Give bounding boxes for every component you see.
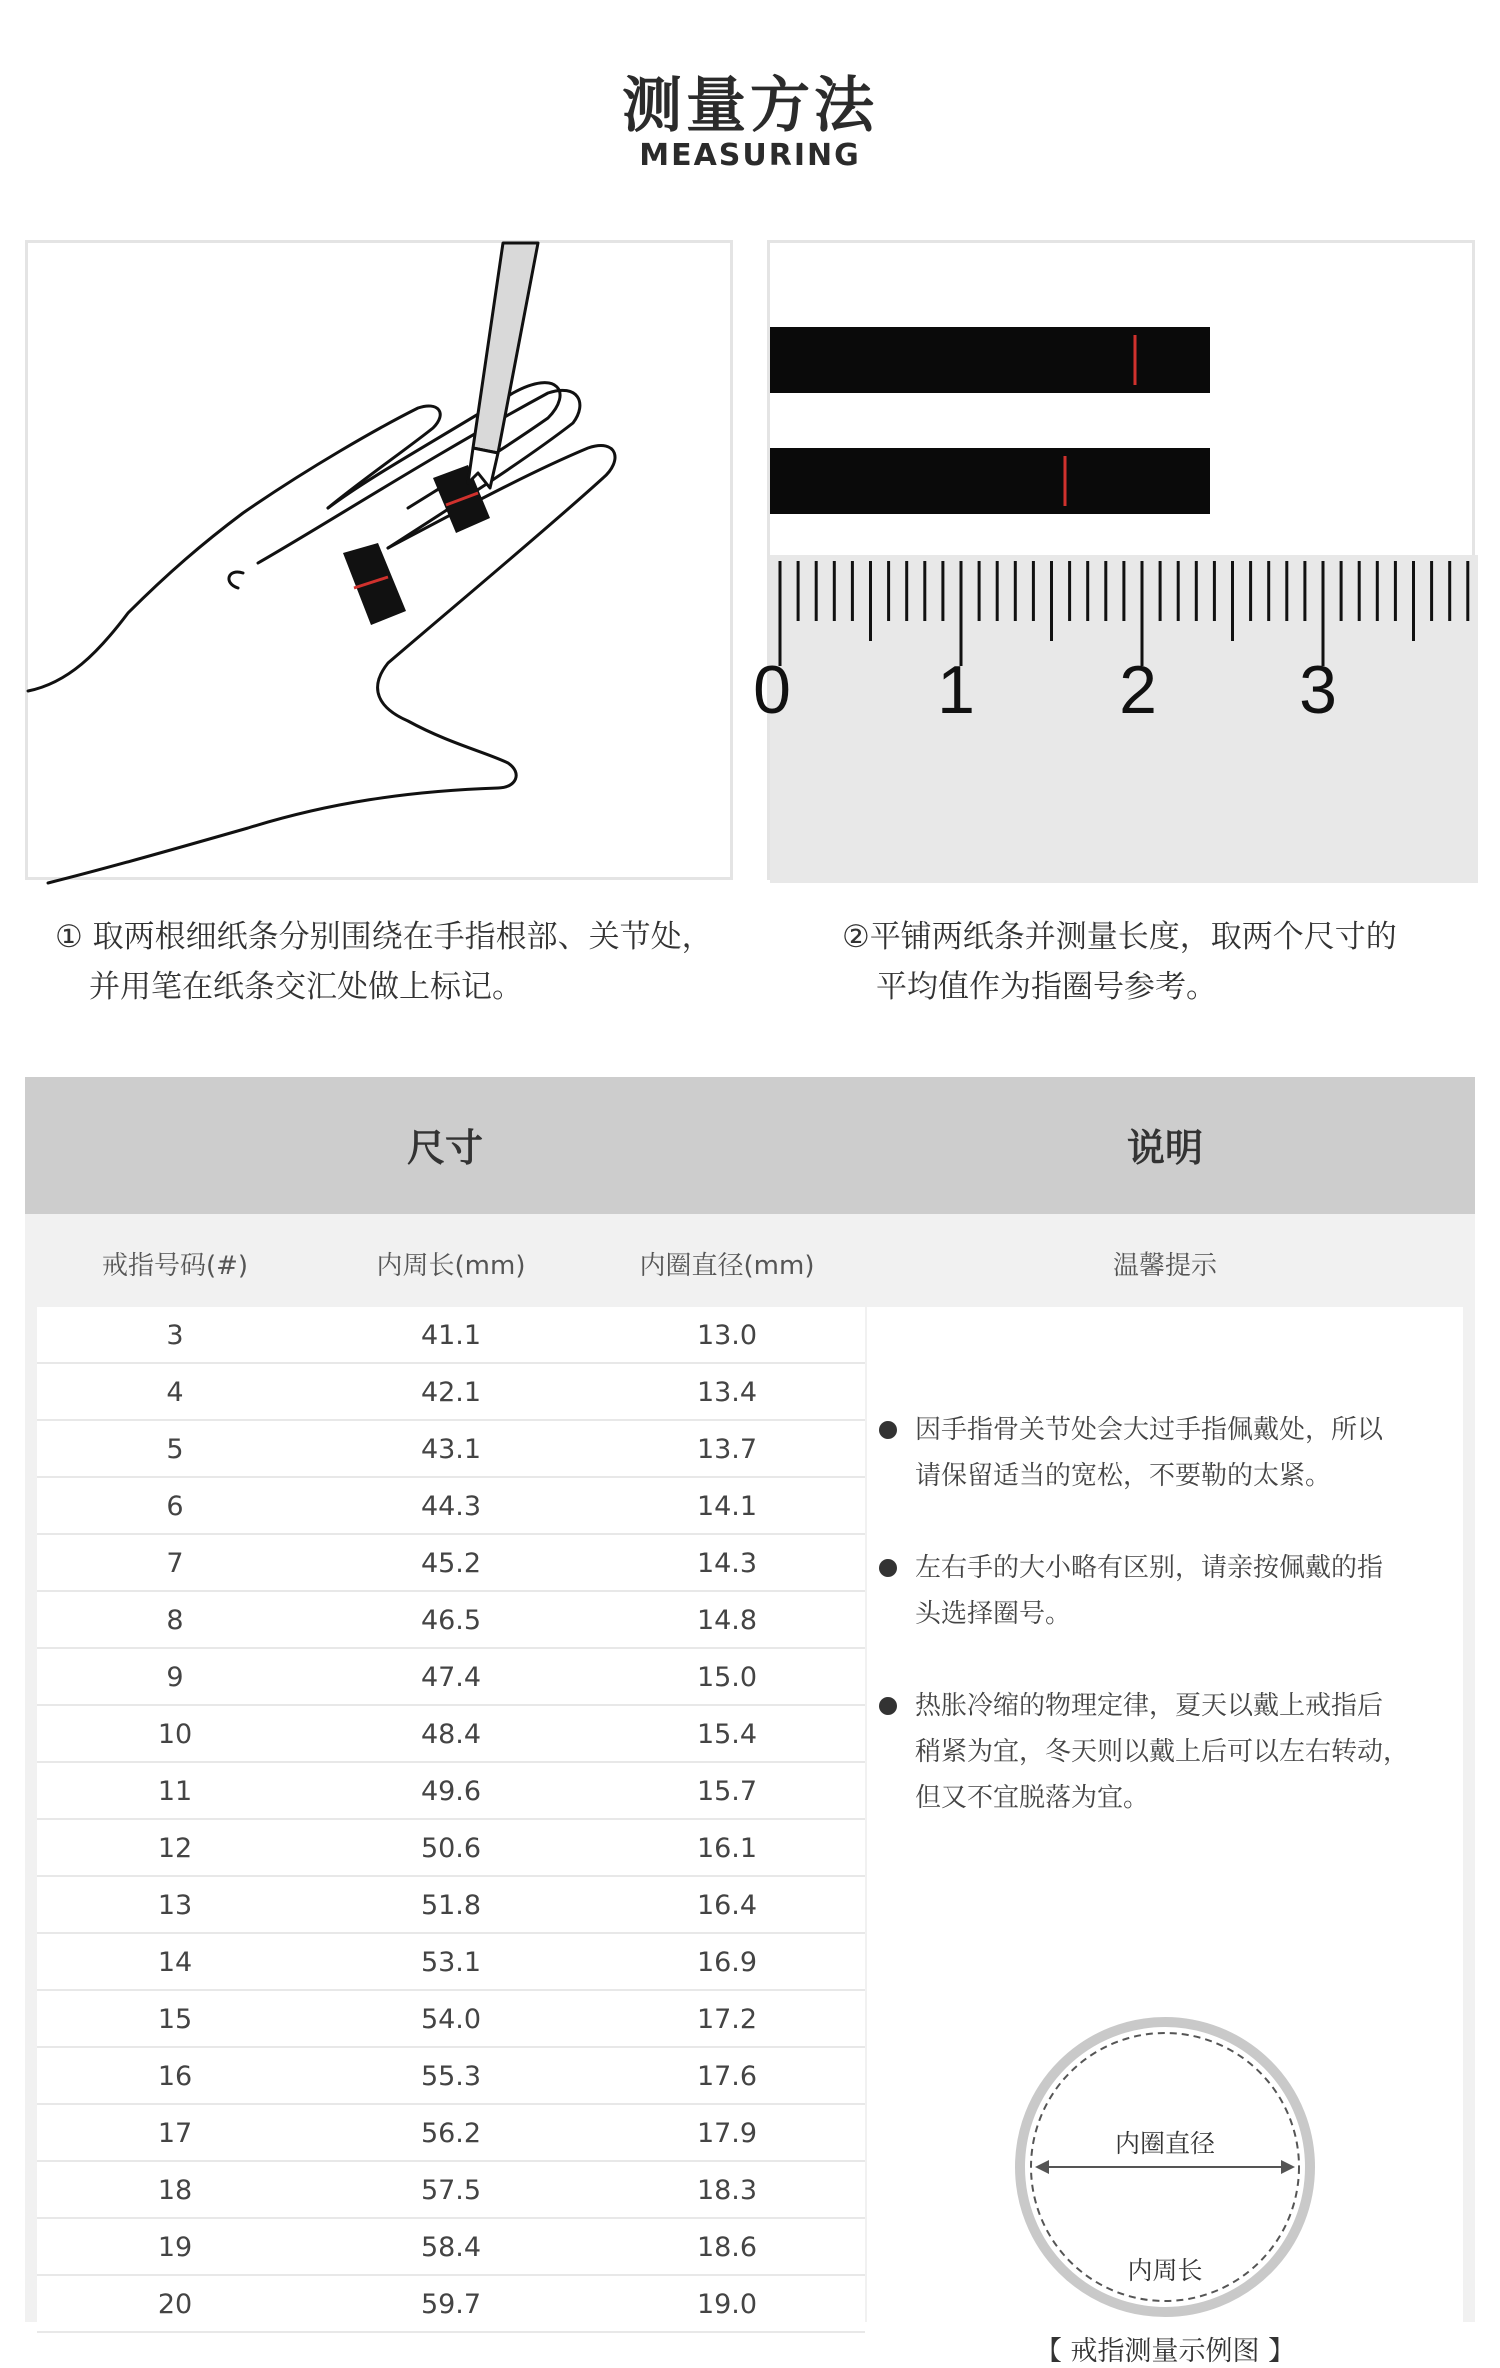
table-row [37,2162,865,2219]
circumference-label: 内周长 [1127,2256,1203,2285]
cell-diameter: 18.6 [696,2232,758,2263]
table-row [37,1991,865,2048]
tip-1-line-1: 因手指骨关节处会大过手指佩戴处，所以 [915,1415,1384,1445]
cell-circumference: 46.5 [420,1605,482,1636]
cell-diameter: 16.9 [696,1947,758,1978]
pen-icon [468,243,538,488]
step-2-caption [842,912,1397,1012]
cell-ring-size: 11 [157,1776,193,1807]
table-row [37,1478,865,1535]
cell-ring-size: 10 [157,1719,193,1750]
cell-circumference: 49.6 [420,1776,482,1807]
cell-ring-size: 18 [157,2175,193,2206]
cell-ring-size: 5 [166,1434,184,1465]
table-row [37,1592,865,1649]
tip-3-line-3: 但又不宜脱落为宜。 [915,1783,1150,1813]
paper-strip-top [770,327,1210,393]
cell-ring-size: 19 [157,2232,193,2263]
cell-circumference: 58.4 [420,2232,482,2263]
cell-circumference: 51.8 [420,1890,482,1921]
cell-circumference: 50.6 [420,1833,482,1864]
paper-strip-bottom [770,448,1210,514]
step-2-line-2: 平均值作为指圈号参考。 [876,969,1217,1005]
table-row [37,2276,865,2333]
cell-diameter: 14.3 [696,1548,758,1579]
cell-diameter: 14.8 [696,1605,758,1636]
tip-2-line-2: 头选择圈号。 [915,1599,1072,1629]
step-1-caption [55,912,713,1012]
cell-diameter: 16.4 [696,1890,758,1921]
table-row [37,2219,865,2276]
hand-wrapping-illustration [28,243,736,883]
column-diameter: 内圈直径(mm) [639,1251,815,1281]
ruler-illustration-panel [753,240,1475,880]
table-row [37,2048,865,2105]
table-row [37,1421,865,1478]
cell-diameter: 16.1 [696,1833,758,1864]
ruler-label-0: 0 [753,652,791,728]
cell-diameter: 17.6 [696,2061,758,2092]
tip-1-line-2: 请保留适当的宽松，不要勒的太紧。 [915,1461,1332,1491]
cell-diameter: 15.0 [696,1662,758,1693]
cell-ring-size: 3 [166,1320,184,1351]
cell-ring-size: 17 [157,2118,193,2149]
cell-circumference: 59.7 [420,2289,482,2320]
table-row [37,1934,865,1991]
table-row [37,2105,865,2162]
cell-circumference: 47.4 [420,1662,482,1693]
cell-ring-size: 20 [157,2289,193,2320]
column-ring-size: 戒指号码(#) [101,1251,249,1281]
cell-diameter: 13.0 [696,1320,758,1351]
step-1-line-1: ① 取两根细纸条分别围绕在手指根部、关节处， [55,919,713,955]
cell-ring-size: 13 [157,1890,193,1921]
ruler-label-3: 3 [1299,652,1337,728]
cell-circumference: 57.5 [420,2175,482,2206]
step-2-line-1: ②平铺两纸条并测量长度，取两个尺寸的 [842,919,1397,955]
cell-diameter: 18.3 [696,2175,758,2206]
arrow-right-icon [1281,2160,1295,2174]
column-tips: 温馨提示 [1112,1251,1217,1281]
cell-ring-size: 8 [166,1605,184,1636]
cell-ring-size: 12 [157,1833,193,1864]
section-note-heading: 说明 [1126,1126,1203,1170]
tip-2-line-1: 左右手的大小略有区别，请亲按佩戴的指 [915,1553,1384,1583]
cell-diameter: 17.2 [696,2004,758,2035]
cell-circumference: 48.4 [420,1719,482,1750]
section-size-heading: 尺寸 [406,1126,483,1170]
ruler-label-2: 2 [1119,652,1157,728]
table-row [37,1535,865,1592]
cell-diameter: 13.4 [696,1377,758,1408]
cell-diameter: 13.7 [696,1434,758,1465]
cell-diameter: 15.7 [696,1776,758,1807]
cell-ring-size: 6 [166,1491,184,1522]
tip-2 [915,1545,1435,1637]
arrow-left-icon [1035,2160,1049,2174]
page-subtitle: MEASURING [639,138,861,173]
ring-diagram [1015,2017,1315,2317]
cell-circumference: 43.1 [420,1434,482,1465]
page-title: 测量方法 [622,71,878,141]
cell-circumference: 53.1 [420,1947,482,1978]
cell-ring-size: 16 [157,2061,193,2092]
cell-ring-size: 15 [157,2004,193,2035]
cell-circumference: 45.2 [420,1548,482,1579]
tip-3-line-1: 热胀冷缩的物理定律，夏天以戴上戒指后 [915,1691,1384,1721]
tips-panel [867,1307,1463,2367]
step-1-line-2: 并用笔在纸条交汇处做上标记。 [89,969,523,1005]
table-row [37,1763,865,1820]
paper-strip-base [343,543,406,625]
cell-circumference: 41.1 [420,1320,482,1351]
table-row [37,1706,865,1763]
tip-3-line-2: 稍紧为宜，冬天则以戴上后可以左右转动， [915,1737,1410,1767]
size-table [25,1077,1475,2367]
cell-circumference: 54.0 [420,2004,482,2035]
cell-circumference: 44.3 [420,1491,482,1522]
tip-3 [915,1683,1435,1821]
diagram-caption: 【 戒指测量示例图 】 [1034,2336,1296,2367]
cell-ring-size: 9 [166,1662,184,1693]
cell-ring-size: 4 [166,1377,184,1408]
cell-circumference: 56.2 [420,2118,482,2149]
cell-diameter: 19.0 [696,2289,758,2320]
cell-ring-size: 14 [157,1947,193,1978]
ruler-measurement-illustration [753,243,1478,883]
table-row [37,1307,865,1364]
tip-1 [915,1407,1435,1499]
cell-circumference: 55.3 [420,2061,482,2092]
table-row [37,1820,865,1877]
bullet-icon [879,1559,897,1577]
cell-ring-size: 7 [166,1548,184,1579]
table-row [37,1649,865,1706]
bullet-icon [879,1697,897,1715]
cell-diameter: 17.9 [696,2118,758,2149]
column-circumference: 内周长(mm) [376,1251,526,1281]
ruler-label-1: 1 [937,652,975,728]
diameter-label: 内圈直径 [1114,2129,1216,2158]
table-row [37,1877,865,1934]
table-body [37,1307,865,2322]
cell-circumference: 42.1 [420,1377,482,1408]
cell-diameter: 15.4 [696,1719,758,1750]
hand-illustration-panel [25,240,733,880]
cell-diameter: 14.1 [696,1491,758,1522]
bullet-icon [879,1421,897,1439]
table-row [37,1364,865,1421]
